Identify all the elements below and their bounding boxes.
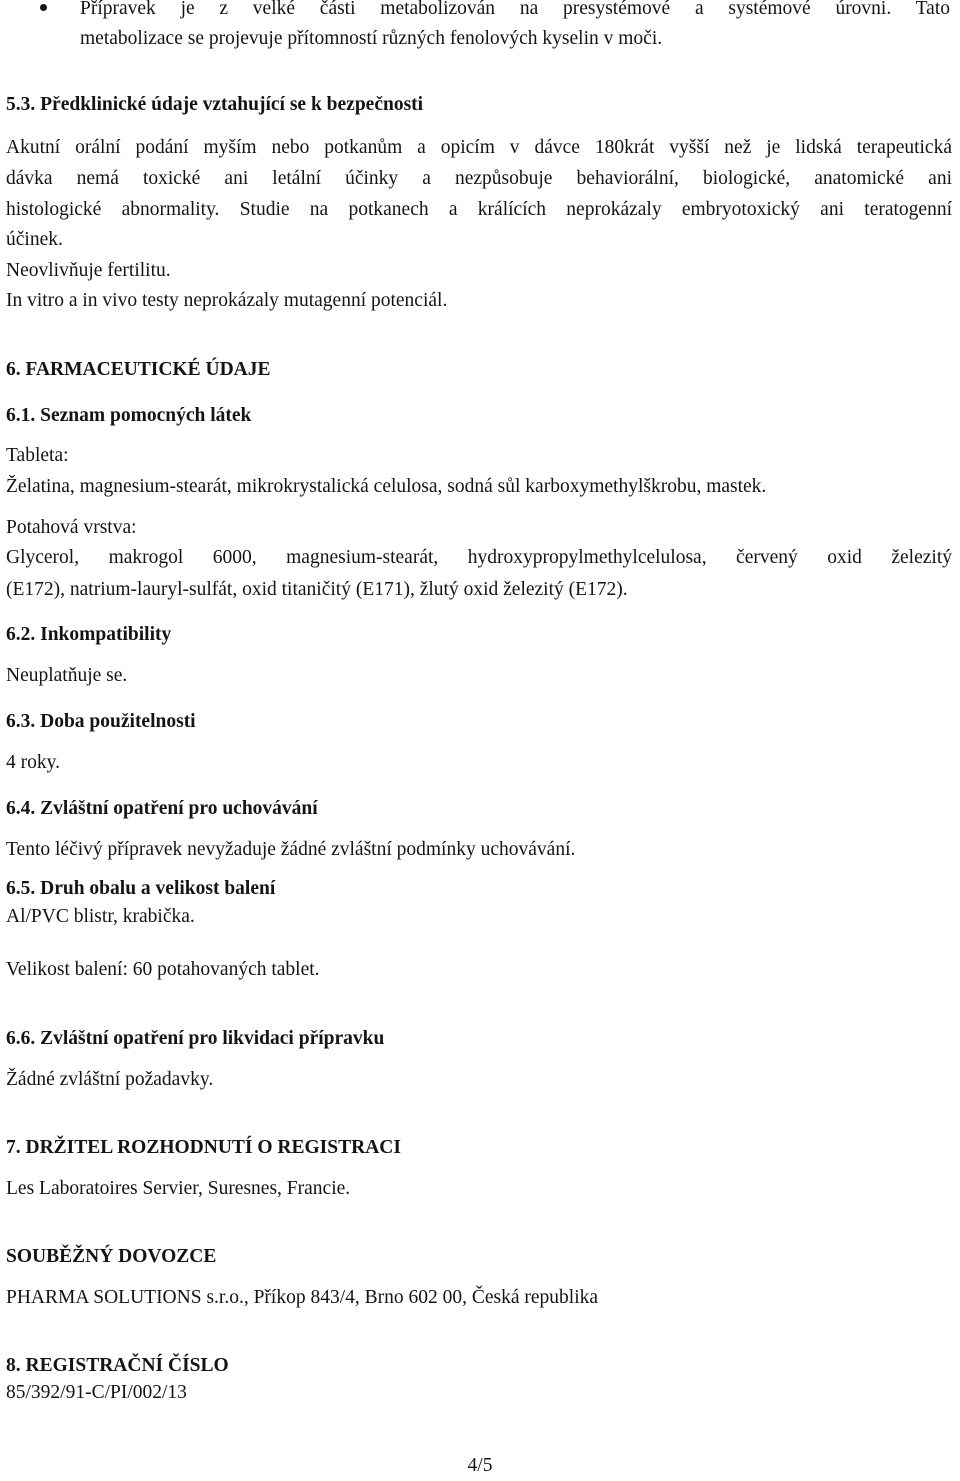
- bullet-text-line-1: Přípravek je z velké části metabolizován na presystémové a systémové úrovni. Tato: [80, 0, 950, 19]
- potahova-vrstva-label: Potahová vrstva:: [6, 517, 137, 538]
- section-5-3-line-4: účinek.: [6, 229, 63, 250]
- section-6-6-text: Žádné zvláštní požadavky.: [6, 1069, 214, 1090]
- tableta-text: Želatina, magnesium-stearát, mikrokrystalická celulosa, sodná sůl karboxymethylškrobu, mastek.: [6, 476, 767, 497]
- potahova-vrstva-line-2: (E172), natrium-lauryl-sulfát, oxid titaničitý (E171), žlutý oxid železitý (E172).: [6, 579, 628, 600]
- importer-text: PHARMA SOLUTIONS s.r.o., Příkop 843/4, Brno 602 00, Česká republika: [6, 1287, 599, 1308]
- potahova-vrstva-line-1: Glycerol, makrogol 6000, magnesium-stearát, hydroxypropylmethylcelulosa, červený oxid železitý: [6, 547, 952, 568]
- section-6-4-heading: 6.4. Zvláštní opatření pro uchovávání: [6, 798, 318, 819]
- section-5-3-line-5: Neovlivňuje fertilitu.: [6, 260, 171, 281]
- bullet-dot: [40, 4, 47, 11]
- section-5-3-line-1: Akutní orální podání myším nebo potkanům a opicím v dávce 180krát vyšší než je lidská terapeutická: [6, 137, 952, 158]
- section-6-4-text: Tento léčivý přípravek nevyžaduje žádné zvláštní podmínky uchovávání.: [6, 839, 576, 860]
- section-5-3-heading: 5.3. Předklinické údaje vztahující se k bezpečnosti: [6, 94, 424, 115]
- section-6-3-heading: 6.3. Doba použitelnosti: [6, 711, 196, 732]
- section-6-3-text: 4 roky.: [6, 752, 60, 773]
- section-7-heading: 7. DRŽITEL ROZHODNUTÍ O REGISTRACI: [6, 1137, 401, 1158]
- section-8-heading: 8. REGISTRAČNÍ ČÍSLO: [6, 1355, 229, 1376]
- section-5-3-line-3: histologické abnormality. Studie na potkanech a králících neprokázaly embryotoxický ani teratogenní: [6, 199, 952, 220]
- section-6-2-heading: 6.2. Inkompatibility: [6, 624, 172, 645]
- section-6-5-text-2: Velikost balení: 60 potahovaných tablet.: [6, 959, 320, 980]
- section-6-2-text: Neuplatňuje se.: [6, 665, 128, 686]
- section-5-3-line-2: dávka nemá toxické ani letální účinky a nezpůsobuje behaviorální, biologické, anatomické ani: [6, 168, 952, 189]
- bullet-text-line-2: metabolizace se projevuje přítomností různých fenolových kyselin v moči.: [80, 28, 663, 49]
- section-6-5-heading: 6.5. Druh obalu a velikost balení: [6, 878, 276, 899]
- section-7-text: Les Laboratoires Servier, Suresnes, Francie.: [6, 1178, 351, 1199]
- importer-heading: SOUBĚŽNÝ DOVOZCE: [6, 1246, 217, 1267]
- section-6-1-heading: 6.1. Seznam pomocných látek: [6, 405, 252, 426]
- section-6-5-text-1: Al/PVC blistr, krabička.: [6, 906, 195, 927]
- tableta-label: Tableta:: [6, 445, 69, 466]
- section-5-3-line-6: In vitro a in vivo testy neprokázaly mutagenní potenciál.: [6, 290, 448, 311]
- registration-number: 85/392/91-C/PI/002/13: [6, 1382, 187, 1403]
- section-6-heading: 6. FARMACEUTICKÉ ÚDAJE: [6, 359, 271, 380]
- section-6-6-heading: 6.6. Zvláštní opatření pro likvidaci přípravku: [6, 1028, 385, 1049]
- page-number: 4/5: [467, 1455, 493, 1476]
